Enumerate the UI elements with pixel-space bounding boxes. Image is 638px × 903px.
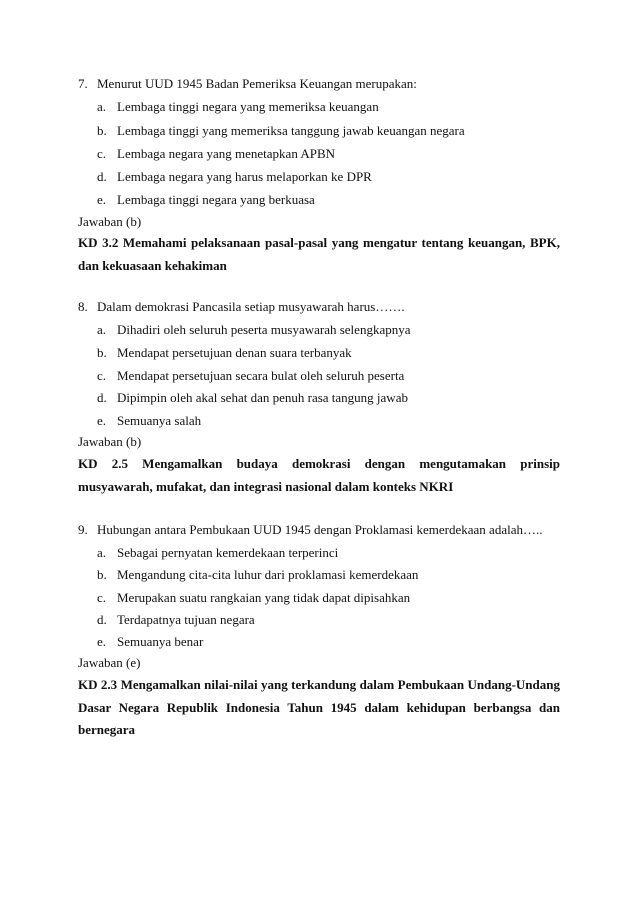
competency-text: KD 3.2 Memahami pelaksanaan pasal-pasal yang mengatur tentang keuangan, BPK, dan kekuasaan kehakiman <box>78 235 560 273</box>
option-text: Lembaga negara yang harus melaporkan ke DPR <box>117 169 372 184</box>
option-letter: a. <box>97 99 107 114</box>
option-letter: a. <box>97 322 107 337</box>
competency-text: KD 2.5 Mengamalkan budaya demokrasi dengan mengutamakan prinsip musyawarah, mufakat, dan integrasi nasional dalam konteks NKRI <box>78 456 560 494</box>
option-letter: c. <box>97 368 107 383</box>
option-text: Lembaga tinggi negara yang berkuasa <box>117 192 315 207</box>
option-text: Lembaga tinggi yang memeriksa tanggung jawab keuangan negara <box>117 123 465 138</box>
option-text: Mendapat persetujuan secara bulat oleh seluruh peserta <box>117 368 405 383</box>
option-letter: d. <box>97 169 107 184</box>
option-text: Semuanya benar <box>117 634 204 649</box>
option-text: Merupakan suatu rangkaian yang tidak dapat dipisahkan <box>117 590 411 605</box>
option-letter: b. <box>97 567 107 582</box>
option-text: Terdapatnya tujuan negara <box>117 612 255 627</box>
option-text: Mendapat persetujuan denan suara terbanyak <box>117 345 352 360</box>
option-letter: d. <box>97 390 107 405</box>
question-text: Menurut UUD 1945 Badan Pemeriksa Keuangan merupakan: <box>97 76 417 91</box>
question-text: Hubungan antara Pembukaan UUD 1945 dengan Proklamasi kemerdekaan adalah….. <box>97 522 543 537</box>
question-number: 9. <box>78 522 88 537</box>
question-number: 8. <box>78 299 88 314</box>
option-text: Lembaga negara yang menetapkan APBN <box>117 146 336 161</box>
option-letter: d. <box>97 612 107 627</box>
question-text: Dalam demokrasi Pancasila setiap musyawarah harus……. <box>97 299 405 314</box>
option-letter: c. <box>97 590 107 605</box>
answer-text: Jawaban (b) <box>78 434 142 449</box>
question-number: 7. <box>78 76 88 91</box>
answer-text: Jawaban (b) <box>78 214 142 229</box>
competency-text: KD 2.3 Mengamalkan nilai-nilai yang terkandung dalam Pembukaan Undang-Undang Dasar Negara Republik Indonesia Tahun 1945 dalam kehidupan berbangsa dan bernegara <box>78 677 560 737</box>
option-letter: e. <box>97 413 107 428</box>
option-text: Sebagai pernyatan kemerdekaan terperinci <box>117 545 339 560</box>
option-letter: c. <box>97 146 107 161</box>
option-text: Dipimpin oleh akal sehat dan penuh rasa tangung jawab <box>117 390 408 405</box>
option-text: Lembaga tinggi negara yang memeriksa keuangan <box>117 99 379 114</box>
option-text: Semuanya salah <box>117 413 202 428</box>
option-text: Mengandung cita-cita luhur dari proklamasi kemerdekaan <box>117 567 419 582</box>
option-letter: b. <box>97 123 107 138</box>
option-letter: e. <box>97 634 107 649</box>
option-letter: b. <box>97 345 107 360</box>
option-text: Dihadiri oleh seluruh peserta musyawarah selengkapnya <box>117 322 411 337</box>
option-letter: e. <box>97 192 107 207</box>
answer-text: Jawaban (e) <box>78 655 141 670</box>
option-letter: a. <box>97 545 107 560</box>
